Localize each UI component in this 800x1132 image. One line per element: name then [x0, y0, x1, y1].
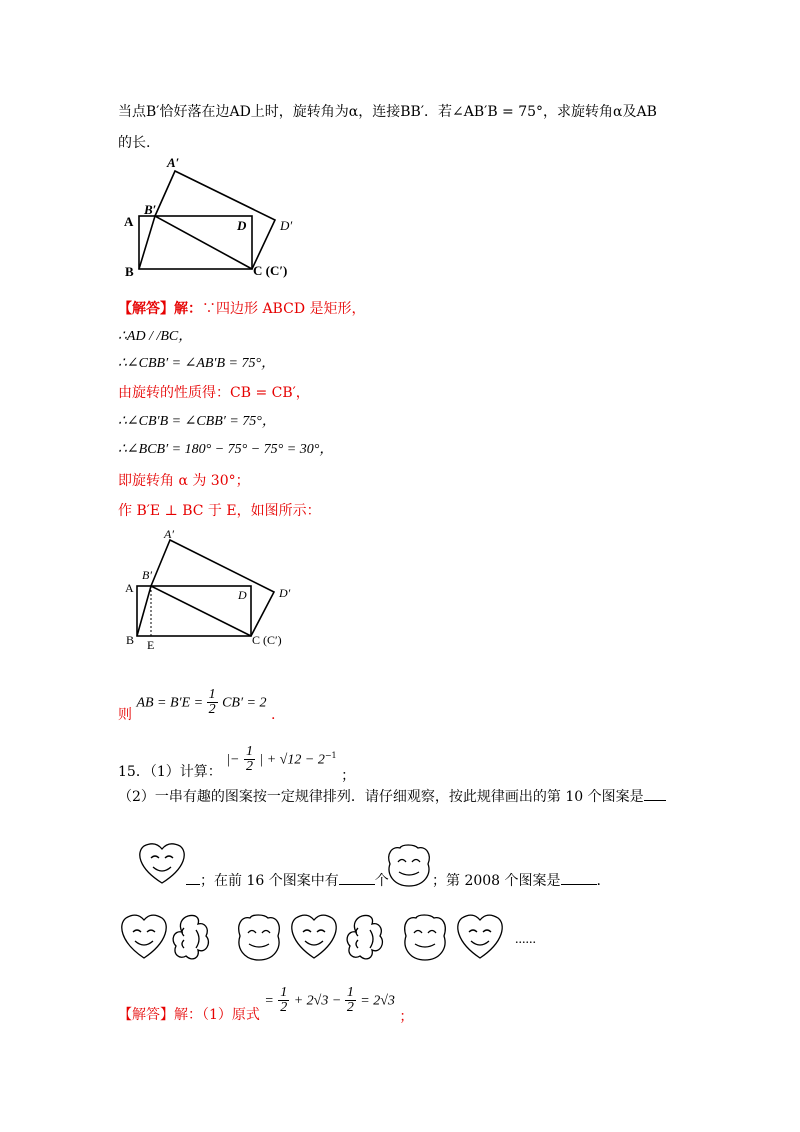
label-B-prime: B′: [144, 202, 157, 217]
solution-step-2: ∴AD / /BC，: [118, 329, 193, 344]
label-A: A: [124, 214, 134, 229]
pattern-sequence: [118, 910, 558, 964]
label-E: E: [147, 638, 155, 652]
problem-15-text-c: ；第 2008 个图案是: [432, 873, 561, 889]
solution-step-9-equation: AB = B′E =: [136, 695, 207, 711]
answer-blank-4[interactable]: [561, 870, 597, 885]
label-C-C-prime: C (C′): [253, 263, 288, 278]
segment-bb-prime-and-b-prime-c: [137, 586, 251, 636]
solution-step-8: 作 B′E ⊥ BC 于 E，如图所示：: [118, 503, 321, 519]
label-B-prime: B′: [142, 568, 152, 582]
solution-step-5: ∴∠CB′B = ∠CBB′ = 75°，: [118, 414, 276, 429]
pattern-3-heart-frown: [239, 915, 280, 960]
pattern-4-heart-smile: [292, 915, 336, 958]
fraction-one-half: $\frac{1}{2}$: [280, 985, 288, 1015]
label-D: D: [238, 588, 247, 602]
label-A: A: [125, 581, 134, 595]
rotated-rectangle-edges: [151, 540, 274, 636]
pattern-ellipsis: ......: [515, 932, 536, 947]
solution-15: [118, 985, 414, 1025]
rectangle-rotation-figure-2: [118, 522, 318, 657]
label-C-C-prime: C (C′): [252, 633, 282, 647]
problem-15-text-d: .: [596, 873, 601, 889]
problem-15-text-b: 个: [374, 873, 389, 889]
segment-bb-prime-and-b-prime-c: [139, 216, 252, 269]
rectangle-abcd: [139, 216, 252, 269]
solution-head: 【解答】解：: [118, 301, 202, 317]
fraction-one-half: $\frac{1}{2}$: [346, 985, 354, 1015]
problem-15-text-a: ；在前 16 个图案中有: [200, 873, 339, 889]
solution-15-eq-b: + 2√3 −: [293, 993, 345, 1009]
problem-15-end: ；: [341, 767, 356, 784]
answer-blank-2[interactable]: [186, 870, 200, 885]
problem-15-part3b: [432, 870, 601, 890]
solution-step-1: ∵四边形 ABCD 是矩形，: [202, 301, 366, 317]
problem-text-line1: 当点B′恰好落在边AD上时，旋转角为α，连接BB′．若∠AB′B = 75°，求旋转角α及AB: [118, 104, 657, 120]
heart-frown-pattern: [384, 842, 434, 890]
solution-15-eq-c: = 2√3: [360, 993, 395, 1009]
problem-15-part3: [186, 870, 389, 890]
label-B: B: [126, 633, 135, 647]
solution-15-end: ；: [399, 1008, 414, 1025]
problem-15-exponent: −1: [324, 750, 337, 760]
answer-blank-3[interactable]: [339, 870, 375, 885]
solution-step-9-tail: CB′ = 2: [222, 695, 267, 711]
problem-15-label: 15．（1）计算：: [118, 763, 222, 780]
solution-step-9-end: .: [270, 706, 276, 723]
problem-15-part2-text: （2）一串有趣的图案按一定规律排列．请仔细观察，按此规律画出的第 10 个图案是: [118, 789, 644, 805]
label-A-prime: A′: [167, 155, 180, 170]
solution-15-eq-a: =: [264, 993, 274, 1009]
pattern-5-heart-sideways: [347, 915, 382, 958]
pattern-6-heart-frown: [405, 915, 446, 960]
pattern-2-heart-sideways: [173, 915, 208, 958]
pattern-7-heart-smile: [458, 915, 502, 958]
pattern-1-heart-smile: [122, 915, 166, 958]
heart-smile-pattern: [134, 840, 190, 886]
fraction-one-half: $\frac{1}{2}$: [208, 687, 216, 717]
solution-step-6: ∴∠BCB′ = 180° − 75° − 75° = 30°，: [118, 442, 334, 457]
solution-14-line1: [118, 298, 366, 318]
rectangle-rotation-figure-1: [118, 150, 318, 285]
label-B: B: [125, 264, 134, 279]
answer-blank-1[interactable]: [644, 786, 666, 801]
solution-step-9-prefix: 则: [118, 706, 132, 723]
problem-15-part1: [118, 744, 356, 784]
problem-15-expr-b: | + √12 − 2: [259, 752, 325, 768]
rotated-rectangle-edges: [155, 171, 275, 269]
solution-15-head: 【解答】解：（1）原式: [118, 1006, 260, 1023]
label-D-prime: D′: [279, 586, 291, 600]
rectangle-abcd: [137, 586, 251, 636]
problem-15-expr-a: |−: [226, 752, 240, 768]
fraction-one-half: $\frac{1}{2}$: [245, 744, 253, 774]
solution-step-9: [118, 687, 276, 723]
label-D-prime: D′: [280, 218, 293, 233]
solution-step-3: ∴∠CBB′ = ∠AB′B = 75°，: [118, 356, 276, 371]
solution-step-4: 由旋转的性质得：CB = CB′，: [118, 385, 310, 401]
problem-15-part2: [118, 786, 666, 806]
problem-text-line2: 的长.: [118, 135, 151, 151]
label-A-prime: A′: [164, 527, 174, 541]
label-D: D: [237, 218, 247, 233]
solution-step-7: 即旋转角 α 为 30°；: [118, 473, 250, 489]
